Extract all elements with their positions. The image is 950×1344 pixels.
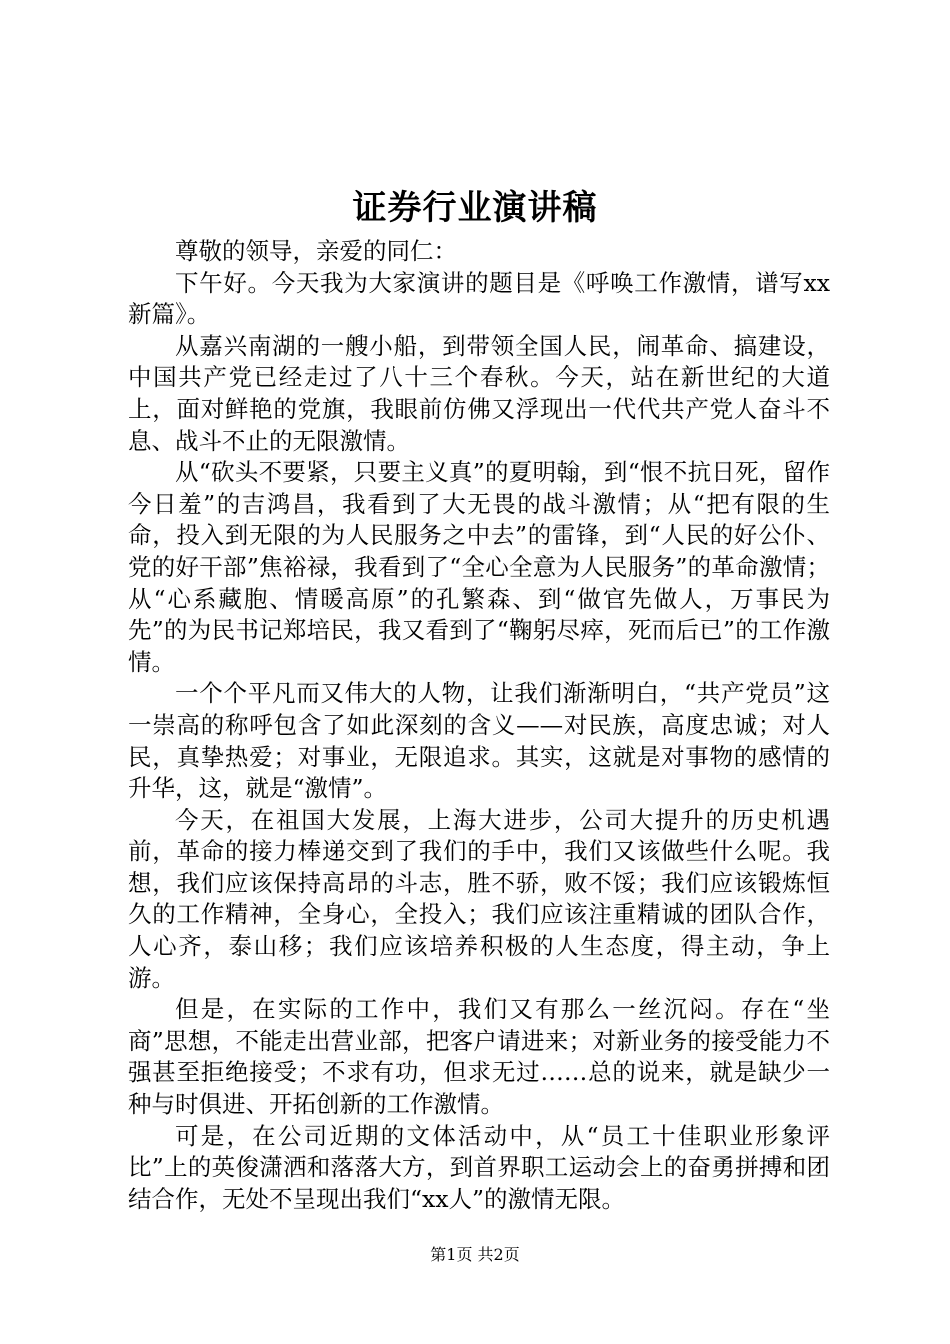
paragraph: 但是，在实际的工作中，我们又有那么一丝沉闷。存在“坐商”思想，不能走出营业部，把客户请进来；对新业务的接受能力不强甚至拒绝接受；不求有功，但求无过……总的说来，就是缺少一种与时俱进、开拓创新的工作激情。: [128, 995, 830, 1119]
paragraph-salutation: 尊敬的领导，亲爱的同仁：: [175, 237, 457, 265]
paragraph: 一个个平凡而又伟大的人物，让我们渐渐明白，“共产党员”这一崇高的称呼包含了如此深刻的含义——对民族，高度忠诚；对人民，真挚热爱；对事业，无限追求。其实，这就是对事物的感情的升华，这，就是“激情”。: [128, 679, 830, 803]
paragraph: 从“砍头不要紧，只要主义真”的夏明翰，到“恨不抗日死，留作今日羞”的吉鸿昌，我看到了大无畏的战斗激情；从“把有限的生命，投入到无限的为人民服务之中去”的雷锋，到“人民的好公仆、党的好干部”焦裕禄，我看到了“全心全意为人民服务”的革命激情；从“心系藏胞、情暖高原”的孔繁森、到“做官先做人，万事民为先”的为民书记郑培民，我又看到了“鞠躬尽瘁，死而后已”的工作激情。: [128, 458, 830, 676]
page-indicator: 第1页 共2页: [430, 1245, 520, 1264]
document-body: [128, 236, 830, 1215]
paragraph: 可是，在公司近期的文体活动中，从“员工十佳职业形象评比”上的英俊潇洒和落落大方，到首界职工运动会上的奋勇拼搏和团结合作，无处不呈现出我们“xx人”的激情无限。: [128, 1121, 830, 1213]
document-title: 证券行业演讲稿: [352, 188, 598, 228]
paragraph-greeting: 下午好。今天我为大家演讲的题目是《呼唤工作激情，谱写xx新篇》。: [128, 268, 830, 329]
paragraph: 从嘉兴南湖的一艘小船，到带领全国人民，闹革命、搞建设，中国共产党已经走过了八十三个春秋。今天，站在新世纪的大道上，面对鲜艳的党旗，我眼前仿佛又浮现出一代代共产党人奋斗不息、战斗不止的无限激情。: [128, 331, 830, 455]
paragraph: 今天，在祖国大发展，上海大进步，公司大提升的历史机遇前，革命的接力棒递交到了我们的手中，我们又该做些什么呢。我想，我们应该保持高昂的斗志，胜不骄，败不馁；我们应该锻炼恒久的工作精神，全身心，全投入；我们应该注重精诚的团队合作，人心齐，泰山移；我们应该培养积极的人生态度，得主动，争上游。: [128, 805, 830, 992]
